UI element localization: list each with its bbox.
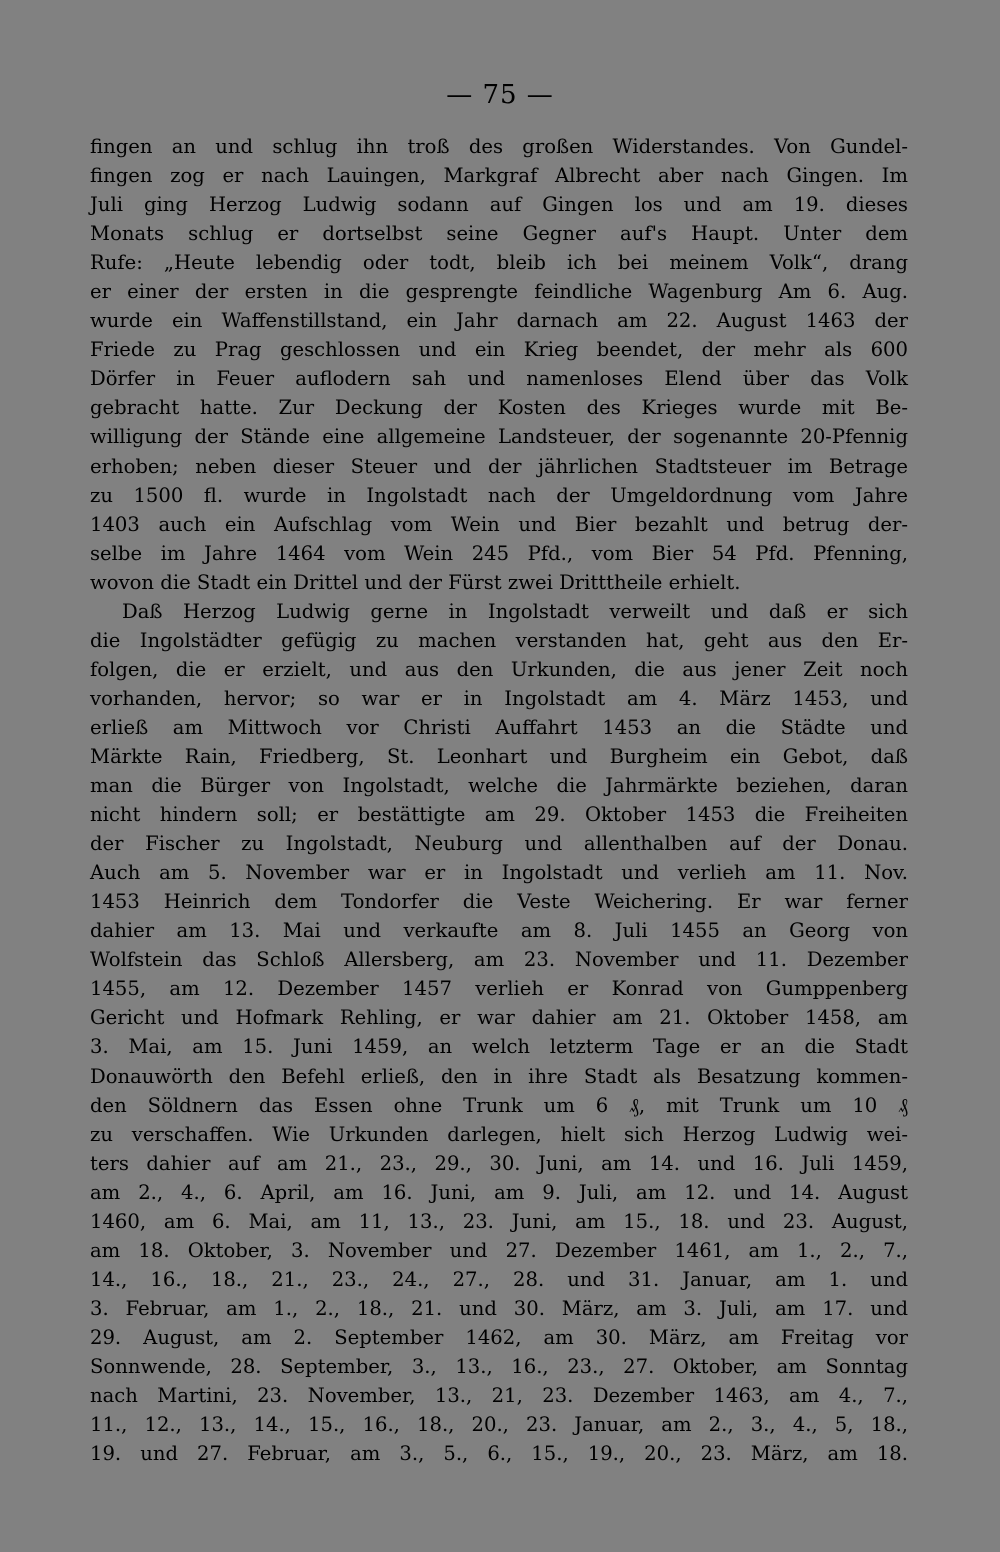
text-line: am 2., 4., 6. April, am 16. Juni, am 9. Juli, am 12. und 14. August xyxy=(90,1180,908,1204)
text-line: fingen an und schlug ihn troß des großen Widerstandes. Von Gundel- xyxy=(90,135,908,158)
text-line: willigung der Stände eine allgemeine Landsteuer, der sogenannte 20-Pfennig xyxy=(90,425,908,449)
text-line: die Ingolstädter gefügig zu machen verstanden hat, geht aus den Er- xyxy=(90,628,908,652)
text-line: er einer der ersten in die gesprengte feindliche Wagenburg Am 6. Aug. xyxy=(90,280,908,304)
text-line: fingen zog er nach Lauingen, Markgraf Albrecht aber nach Gingen. Im xyxy=(90,164,908,188)
text-line: Friede zu Prag geschlossen und ein Krieg beendet, der mehr als 600 xyxy=(90,338,908,362)
text-line: erhoben; neben dieser Steuer und der jährlichen Stadtsteuer im Betrage xyxy=(90,454,908,478)
text-line: Daß Herzog Ludwig gerne in Ingolstadt verweilt und daß er sich xyxy=(122,599,908,623)
text-line: Märkte Rain, Friedberg, St. Leonhart und Burgheim ein Gebot, daß xyxy=(90,744,908,768)
text-line: zu verschaffen. Wie Urkunden darlegen, hielt sich Herzog Ludwig wei- xyxy=(90,1122,908,1146)
text-line: gebracht hatte. Zur Deckung der Kosten des Krieges wurde mit Be- xyxy=(90,396,908,420)
text-line: 3. Mai, am 15. Juni 1459, an welch letzterm Tage er an die Stadt xyxy=(90,1035,908,1059)
text-line: nach Martini, 23. November, 13., 21, 23. Dezember 1463, am 4., 7., xyxy=(90,1384,908,1408)
text-line: Auch am 5. November war er in Ingolstadt und verlieh am 11. Nov. xyxy=(90,861,908,885)
text-line: Monats schlug er dortselbst seine Gegner auf's Haupt. Unter dem xyxy=(90,222,908,246)
text-line: 29. August, am 2. September 1462, am 30. März, am Freitag vor xyxy=(90,1325,908,1349)
text-line: 1455, am 12. Dezember 1457 verlieh er Konrad von Gumppenberg xyxy=(90,977,908,1001)
text-line: am 18. Oktober, 3. November und 27. Dezember 1461, am 1., 2., 7., xyxy=(90,1238,908,1262)
text-line: 3. Februar, am 1., 2., 18., 21. und 30. März, am 3. Juli, am 17. und xyxy=(90,1296,908,1320)
text-line: 19. und 27. Februar, am 3., 5., 6., 15., 19., 20., 23. März, am 18. xyxy=(90,1442,908,1466)
page-number: — 75 — xyxy=(446,80,554,110)
text-line: 1403 auch ein Aufschlag vom Wein und Bier bezahlt und betrug der- xyxy=(90,512,908,536)
text-line: Rufe: „Heute lebendig oder todt, bleib ich bei meinem Volk“, drang xyxy=(90,251,908,275)
text-line: wovon die Stadt ein Drittel und der Fürst zwei Dritttheile erhielt. xyxy=(90,570,741,594)
text-line: den Söldnern das Essen ohne Trunk um 6 ₰, mit Trunk um 10 ₰ xyxy=(90,1093,908,1117)
text-line: Donauwörth den Befehl erließ, den in ihre Stadt als Besatzung kommen- xyxy=(90,1064,908,1088)
text-line: selbe im Jahre 1464 vom Wein 245 Pfd., vom Bier 54 Pfd. Pfenning, xyxy=(90,541,908,565)
text-line: ters dahier auf am 21., 23., 29., 30. Juni, am 14. und 16. Juli 1459, xyxy=(90,1151,908,1175)
text-line: Dörfer in Feuer auflodern sah und namenloses Elend über das Volk xyxy=(90,367,908,391)
text-line: vorhanden, hervor; so war er in Ingolstadt am 4. März 1453, und xyxy=(90,686,908,710)
text-line: nicht hindern soll; er bestättigte am 29. Oktober 1453 die Freiheiten xyxy=(90,803,908,827)
text-line: erließ am Mittwoch vor Christi Auffahrt 1453 an die Städte und xyxy=(90,715,908,739)
text-line: man die Bürger von Ingolstadt, welche die Jahrmärkte beziehen, daran xyxy=(90,774,908,798)
text-line: zu 1500 fl. wurde in Ingolstadt nach der Umgeldordnung vom Jahre xyxy=(90,483,908,507)
text-line: 11., 12., 13., 14., 15., 16., 18., 20., 23. Januar, am 2., 3., 4., 5, 18., xyxy=(90,1413,908,1437)
text-line: dahier am 13. Mai und verkaufte am 8. Juli 1455 an Georg von xyxy=(90,919,908,943)
text-line: folgen, die er erzielt, und aus den Urkunden, die aus jener Zeit noch xyxy=(90,657,908,681)
text-line: Sonnwende, 28. September, 3., 13., 16., 23., 27. Oktober, am Sonntag xyxy=(90,1354,908,1378)
text-line: 1460, am 6. Mai, am 11, 13., 23. Juni, am 15., 18. und 23. August, xyxy=(90,1209,908,1233)
text-line: 1453 Heinrich dem Tondorfer die Veste Weichering. Er war ferner xyxy=(90,890,908,914)
text-line: 14., 16., 18., 21., 23., 24., 27., 28. und 31. Januar, am 1. und xyxy=(90,1267,908,1291)
text-line: wurde ein Waffenstillstand, ein Jahr darnach am 22. August 1463 der xyxy=(90,309,908,333)
text-line: Wolfstein das Schloß Allersberg, am 23. November und 11. Dezember xyxy=(90,948,908,972)
text-line: Juli ging Herzog Ludwig sodann auf Gingen los und am 19. dieses xyxy=(90,193,908,217)
text-line: der Fischer zu Ingolstadt, Neuburg und allenthalben auf der Donau. xyxy=(90,832,908,856)
page-body-text xyxy=(90,132,908,1468)
text-line: Gericht und Hofmark Rehling, er war dahier am 21. Oktober 1458, am xyxy=(90,1006,908,1030)
